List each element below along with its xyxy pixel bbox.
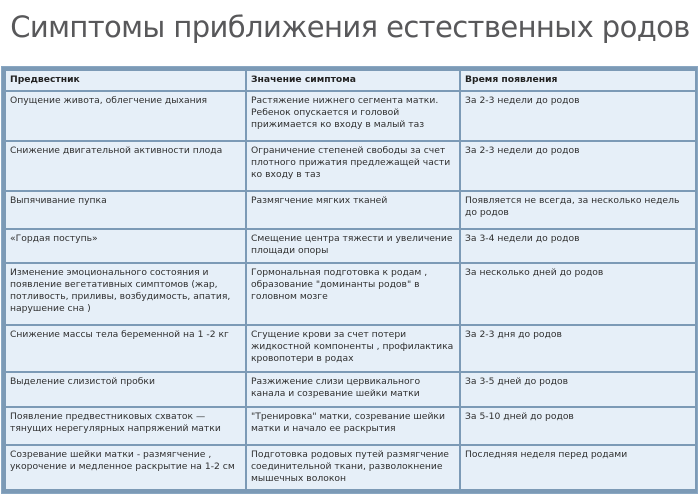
cell-time: Появляется не всегда, за несколько недель до родов xyxy=(461,192,695,228)
cell-meaning: Сгущение крови за счет потери жидкостной компоненты , профилактика кровопотери в родах xyxy=(247,326,459,371)
cell-precursor: Выделение слизистой пробки xyxy=(6,373,245,406)
cell-meaning: Подготовка родовых путей размягчение соединительной ткани, разволокнение мышечных волокон xyxy=(247,446,459,489)
cell-meaning: Смещение центра тяжести и увеличение площади опоры xyxy=(247,230,459,262)
table-row xyxy=(6,230,695,262)
table-row xyxy=(6,264,695,324)
symptoms-table xyxy=(4,69,697,491)
cell-time: За 3-5 дней до родов xyxy=(461,373,695,406)
cell-precursor: Выпячивание пупка xyxy=(6,192,245,228)
cell-precursor: Снижение массы тела беременной на 1 -2 кг xyxy=(6,326,245,371)
cell-precursor: Созревание шейки матки - размягчение , укорочение и медленное раскрытие на 1-2 см xyxy=(6,446,245,489)
cell-meaning: Разжижение слизи цервикального канала и созревание шейки матки xyxy=(247,373,459,406)
table-row xyxy=(6,408,695,444)
cell-time: За 2-3 дня до родов xyxy=(461,326,695,371)
cell-precursor: «Гордая поступь» xyxy=(6,230,245,262)
column-header-time: Время появления xyxy=(461,71,695,90)
cell-time: Последняя неделя перед родами xyxy=(461,446,695,489)
cell-precursor: Изменение эмоционального состояния и появление вегетативных симптомов (жар, потливость, приливы, возбудимость, апатия, нарушение сна ) xyxy=(6,264,245,324)
page-title: Симптомы приближения естественных родов xyxy=(10,10,690,44)
cell-meaning: Растяжение нижнего сегмента матки. Ребенок опускается и головой прижимается ко входу в малый таз xyxy=(247,92,459,140)
cell-time: За 3-4 недели до родов xyxy=(461,230,695,262)
cell-precursor: Опущение живота, облегчение дыхания xyxy=(6,92,245,140)
cell-meaning: Размягчение мягких тканей xyxy=(247,192,459,228)
cell-time: За 2-3 недели до родов xyxy=(461,142,695,190)
cell-meaning: Гормональная подготовка к родам , образование "доминанты родов" в головном мозге xyxy=(247,264,459,324)
cell-meaning: "Тренировка" матки, созревание шейки матки и начало ее раскрытия xyxy=(247,408,459,444)
table-row xyxy=(6,192,695,228)
column-header-meaning: Значение симптома xyxy=(247,71,459,90)
table-row xyxy=(6,373,695,406)
table-row xyxy=(6,326,695,371)
table-row xyxy=(6,92,695,140)
cell-time: За несколько дней до родов xyxy=(461,264,695,324)
symptoms-table-frame xyxy=(1,66,698,494)
table-header-row xyxy=(6,71,695,90)
cell-precursor: Снижение двигательной активности плода xyxy=(6,142,245,190)
table-row xyxy=(6,142,695,190)
cell-precursor: Появление предвестниковых схваток — тянущих нерегулярных напряжений матки xyxy=(6,408,245,444)
cell-meaning: Ограничение степеней свободы за счет плотного прижатия предлежащей части ко входу в таз xyxy=(247,142,459,190)
table-row xyxy=(6,446,695,489)
column-header-precursor: Предвестник xyxy=(6,71,245,90)
cell-time: За 5-10 дней до родов xyxy=(461,408,695,444)
cell-time: За 2-3 недели до родов xyxy=(461,92,695,140)
